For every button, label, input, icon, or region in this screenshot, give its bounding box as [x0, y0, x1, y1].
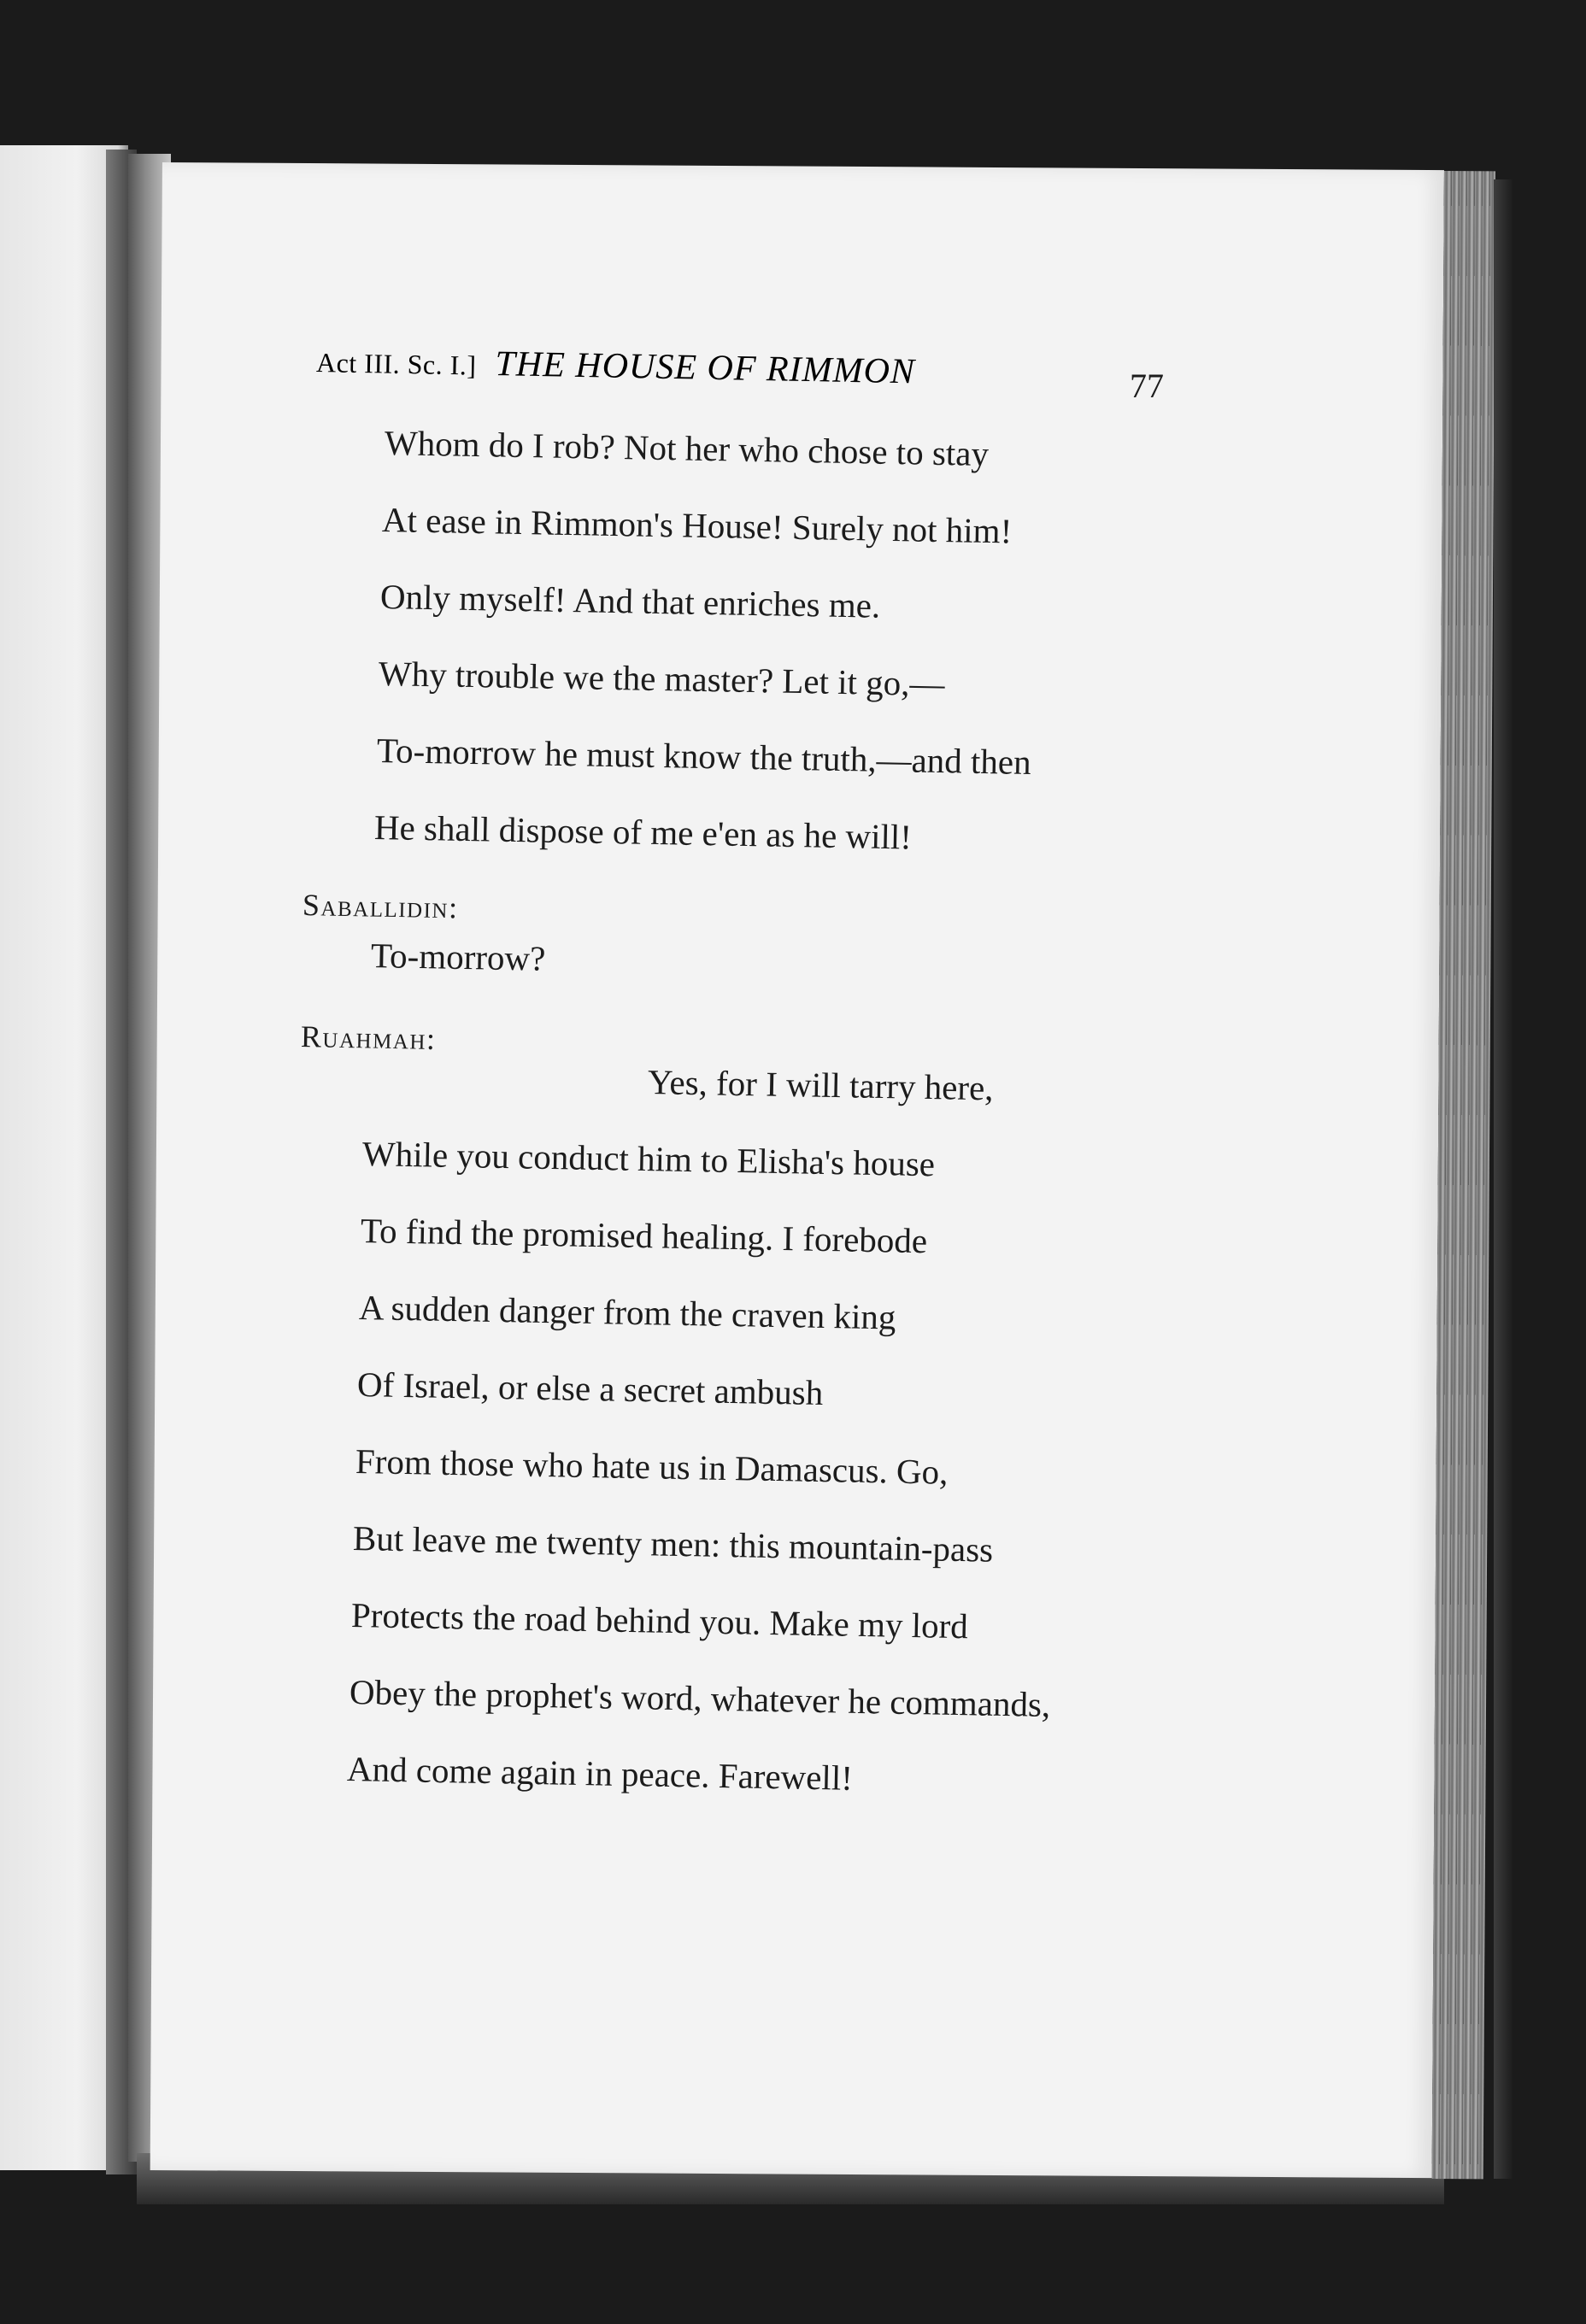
- speaker-name: Ruahmah:: [300, 1019, 437, 1056]
- book-title: THE HOUSE OF RIMMON: [495, 344, 916, 392]
- verse-line: To-morrow he must know the truth,—and then: [376, 731, 1032, 783]
- speaker-name: Saballidin:: [302, 888, 459, 925]
- verse-line: To-morrow?: [370, 936, 546, 978]
- verse-line: And come again in peace. Farewell!: [346, 1749, 854, 1798]
- verse-line: Whom do I rob? Not her who chose to stay: [384, 423, 990, 473]
- verse-line: Yes, for I will tarry here,: [647, 1062, 994, 1108]
- verse-line: Only myself! And that enriches me.: [379, 577, 881, 625]
- verse-line: While you conduct him to Elisha's house: [361, 1134, 936, 1184]
- verse-line: He shall dispose of me e'en as he will!: [373, 807, 913, 857]
- page-fore-edge-dark: [1494, 179, 1513, 2179]
- verse-line: To find the promised healing. I forebode: [360, 1211, 928, 1261]
- verse-line: From those who hate us in Damascus. Go,: [355, 1441, 949, 1492]
- verse-line: Obey the prophet's word, whatever he commands,: [349, 1672, 1051, 1725]
- verse-line: But leave me twenty men: this mountain-pass: [352, 1518, 994, 1570]
- page-number: 77: [1130, 367, 1164, 405]
- act-scene-label: Act III. Sc. I.]: [315, 347, 477, 381]
- verse-line: At ease in Rimmon's House! Surely not him!: [381, 500, 1013, 551]
- verse-line: Of Israel, or else a secret ambush: [356, 1364, 824, 1412]
- verse-line: A sudden danger from the craven king: [358, 1288, 896, 1337]
- verse-line: Protects the road behind you. Make my lord: [350, 1595, 969, 1646]
- verse-line: Why trouble we the master? Let it go,—: [378, 654, 945, 704]
